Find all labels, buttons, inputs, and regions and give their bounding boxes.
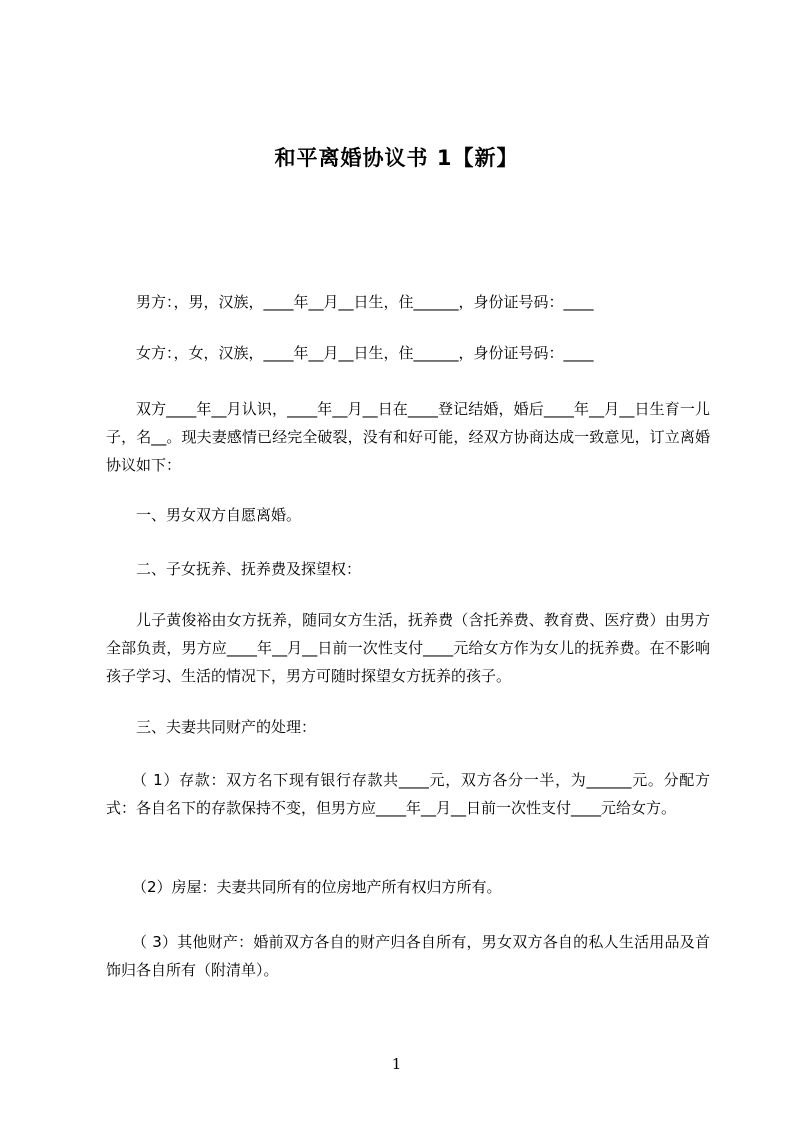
page-number: 1 [391, 1055, 402, 1073]
paragraph-deposits: （ 1）存款：双方名下现有银行存款共____元，双方各分一半，为______元。分配方式：各自名下的存款保持不变，但男方应____年__月__日前一次性支付____元给女方。 [106, 771, 710, 817]
paragraph-clause-2-heading: 二、子女抚养、抚养费及探望权： [136, 560, 362, 578]
paragraph-other-property: （ 3）其他财产：婚前双方各自的财产归各自所有，男女双方各自的私人生活用品及首饰归各自所有（附清单）。 [106, 933, 710, 979]
paragraph-clause-1: 一、男女双方自愿离婚。 [136, 506, 302, 524]
paragraph-house: （2）房屋：夫妻共同所有的位房地产所有权归方所有。 [132, 878, 502, 896]
paragraph-child-custody: 儿子黄俊裕由女方抚养，随同女方生活，抚养费（含托养费、教育费、医疗费）由男方全部负责，男方应____年__月__日前一次性支付____元给女方作为女儿的抚养费。在不影响孩子学习、生活的情况下，男方可随时探望女方抚养的孩子。 [106, 611, 710, 685]
paragraph-marriage-background: 双方____年__月认识，____年__月__日在____登记结婚，婚后____年__月__日生育一儿子，名__。现夫妻感情已经完全破裂，没有和好可能，经双方协商达成一致意见，订立离婚协议如下： [106, 400, 710, 474]
document-title: 和平离婚协议书 1【新】 [274, 146, 519, 170]
paragraph-male-party: 男方：，男，汉族，____年__月__日生，住______，身份证号码：____ [136, 293, 594, 311]
paragraph-female-party: 女方：，女，汉族，____年__月__日生，住______，身份证号码：____ [136, 344, 594, 362]
paragraph-clause-3-heading: 三、夫妻共同财产的处理： [136, 718, 317, 736]
